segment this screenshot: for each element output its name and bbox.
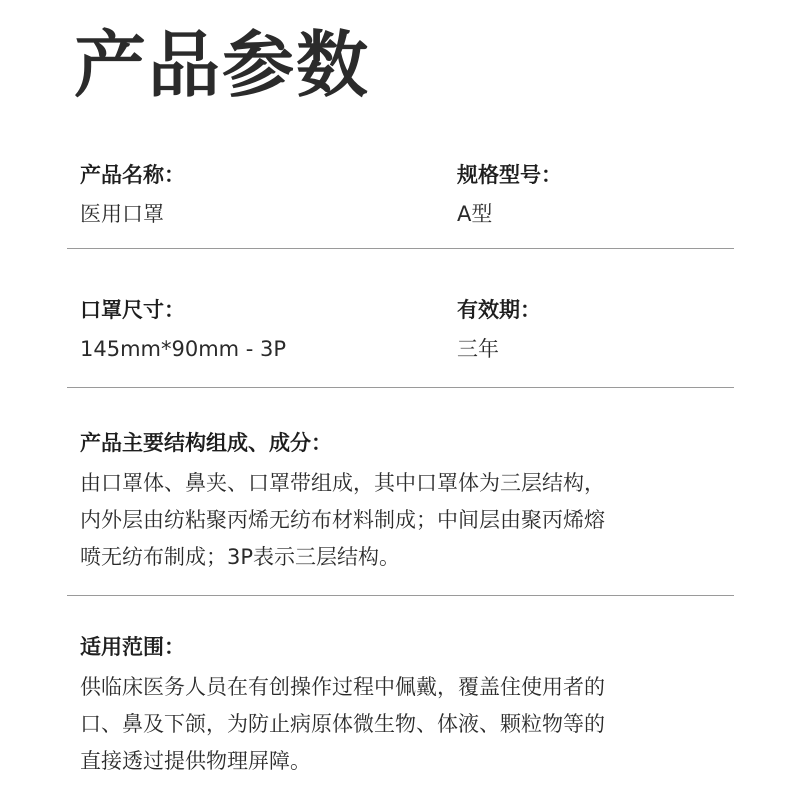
divider [67,387,734,388]
composition-line: 喷无纺布制成；3P表示三层结构。 [80,545,401,570]
spec-label: 产品名称： [80,163,185,187]
divider [67,248,734,249]
usage-label: 适用范围： [80,635,185,659]
spec-model [457,162,562,229]
spec-product-name [80,162,185,229]
spec-label: 规格型号： [457,163,562,187]
page-title: 产品参数 [74,23,371,107]
composition-label: 产品主要结构组成、成分： [80,431,332,455]
usage-section [80,634,605,780]
spec-mask-size [80,297,286,364]
composition-line: 内外层由纺粘聚丙烯无纺布材料制成；中间层由聚丙烯熔 [80,508,605,533]
spec-label: 口罩尺寸： [80,298,185,322]
usage-line: 供临床医务人员在有创操作过程中佩戴，覆盖住使用者的 [80,675,605,700]
spec-value: 145mm*90mm - 3P [80,337,287,362]
spec-value: A型 [457,202,493,227]
usage-line: 直接透过提供物理屏障。 [80,749,311,774]
spec-value: 医用口罩 [80,202,164,227]
spec-value: 三年 [457,337,499,362]
spec-validity [457,297,541,364]
usage-text [80,669,605,780]
composition-section [80,430,605,576]
divider [67,595,734,596]
composition-text [80,465,605,576]
usage-line: 口、鼻及下颌，为防止病原体微生物、体液、颗粒物等的 [80,712,605,737]
composition-line: 由口罩体、鼻夹、口罩带组成，其中口罩体为三层结构， [80,471,605,496]
spec-label: 有效期： [457,298,541,322]
